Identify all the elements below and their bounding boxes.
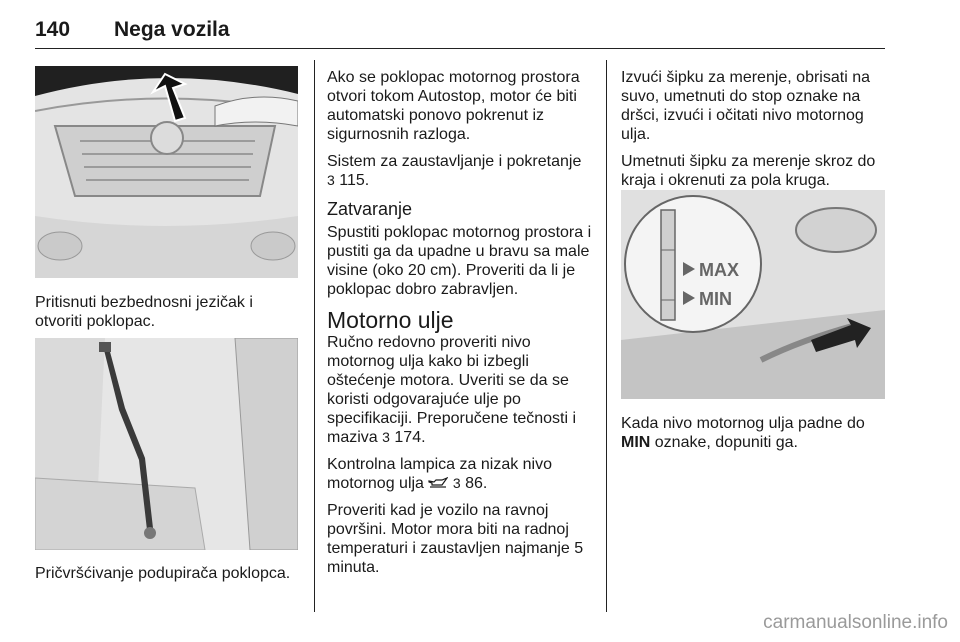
page-title: Nega vozila (114, 18, 230, 41)
oil-lamp-ref: 86. (465, 475, 488, 492)
hood-release-illustration (35, 66, 298, 278)
oil-lamp-paragraph (327, 455, 593, 493)
start-stop-ref: 115. (339, 172, 370, 189)
column-divider-1 (314, 60, 315, 612)
min-keyword: MIN (621, 434, 651, 451)
hood-prop-rod-illustration (35, 338, 298, 550)
dipstick-min-label: MIN (699, 289, 732, 309)
autostop-paragraph: Ako se poklopac motornog prostora otvori tokom Autostop, motor će biti automatski ponovo pokrenut iz sigurnosnih razloga. (327, 69, 580, 143)
oil-check-ref: 174. (394, 429, 426, 446)
oil-check-paragraph (327, 333, 593, 447)
closing-paragraph: Spustiti poklopac motornog prostora i pustiti ga da upadne u bravu sa male visine (oko 20 cm). Proveriti da li je poklopac dobro zabravljen. (327, 224, 592, 298)
column-divider-2 (606, 60, 607, 612)
heading-zatvaranje: Zatvaranje (327, 199, 413, 219)
min-refill-paragraph (621, 414, 885, 452)
caption-prop-rod: Pričvršćivanje podupirača poklopca. (35, 565, 291, 582)
column-2 (327, 68, 593, 585)
heading-motorno-ulje: Motorno ulje (327, 307, 454, 333)
conditions-paragraph: Proveriti kad je vozilo na ravnoj površini. Motor mora biti na radnoj temperaturi i zaustavljen najmanje 5 minuta. (327, 502, 584, 576)
column-3 (621, 68, 885, 198)
min-refill-text-before: Kada nivo motornog ulja padne do (621, 415, 865, 432)
page-number: 140 (35, 18, 71, 41)
dipstick-max-label: MAX (699, 260, 739, 280)
ref-arrow-icon: 3 (327, 172, 335, 188)
dipstick-read-paragraph: Izvući šipku za merenje, obrisati na suvo, umetnuti do stop oznake na dršci, izvući i očitati nivo motornog ulja. (621, 69, 870, 143)
oil-can-icon (428, 475, 448, 492)
ref-arrow-icon: 3 (452, 475, 461, 491)
caption-hood-release: Pritisnuti bezbednosni jezičak i otvoriti poklopac. (35, 294, 253, 330)
oil-check-text: Ručno redovno proveriti nivo motornog ulja kako bi izbegli oštećenje motora. Uveriti se da se koristi odgovarajuće ulje po specifikaciji. Preporučene tečnosti i maziva (327, 334, 577, 446)
dipstick-insert-paragraph: Umetnuti šipku za merenje skroz do kraja i okrenuti za pola kruga. (621, 153, 876, 189)
dipstick-illustration (621, 190, 885, 399)
start-stop-paragraph (327, 152, 593, 190)
ref-arrow-icon: 3 (382, 429, 390, 445)
watermark: carmanualsonline.info (763, 612, 948, 633)
page-header (35, 16, 885, 49)
oil-lamp-text: Kontrolna lampica za nizak nivo motornog ulja (327, 456, 553, 492)
start-stop-text: Sistem za zaustavljanje i pokretanje (327, 153, 582, 170)
min-refill-text-after: oznake, dopuniti ga. (654, 434, 798, 451)
